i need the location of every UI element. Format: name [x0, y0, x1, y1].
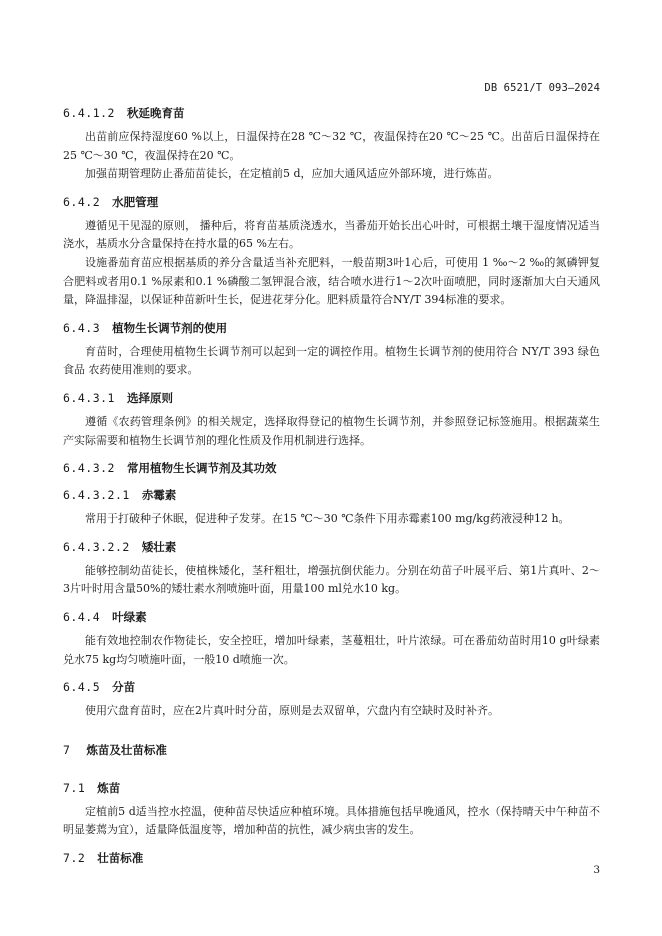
paragraph: 遵循《农药管理条例》的相关规定，选择取得登记的植物生长调节剂，并参照登记标签施用。根据蔬菜生产实际需要和植物生长调节剂的理化性质及作用机制进行选择。 [63, 414, 600, 447]
section-number: 6.4.1.2 [63, 106, 115, 120]
section-heading [63, 389, 600, 407]
section-number: 6.4.3.1 [63, 390, 115, 405]
section-number: 6.4.3.2 [63, 461, 115, 476]
section-title: 壮苗标准 [97, 850, 144, 865]
section-heading [63, 459, 600, 477]
section-title: 赤霉素 [141, 488, 177, 503]
paragraph: 设施番茄育苗应根据基质的养分含量适当补充肥料，一般苗期3叶1心后，可使用 1 ‰～2 ‰的氮磷钾复合肥料或者用0.1 %尿素和0.1 %磷酸二氢钾混合液，结合喷水进行1～2次叶面喷肥，同时逐渐加大白天通风量，降温排湿，以保证种苗新叶生长，促进花芽分化。肥料质量符合NY/T 394标准的要求。 [63, 255, 600, 307]
chapter-number: 7 [63, 742, 71, 757]
chapter-heading [63, 741, 600, 759]
section-heading [63, 779, 600, 797]
section-title: 水肥管理 [112, 194, 159, 209]
section-number: 6.4.5 [63, 680, 101, 695]
document-body [63, 104, 600, 867]
paragraph: 出苗前应保持湿度60 %以上，日温保持在28 ℃～32 ℃，夜温保持在20 ℃～25 ℃。出苗后日温保持在25 ℃～30 ℃，夜温保持在20 ℃。 [63, 130, 600, 162]
section-heading [63, 678, 600, 696]
chapter-title: 炼苗及壮苗标准 [86, 742, 167, 757]
paragraph: 能够控制幼苗徒长，使植株矮化，茎秆粗壮，增强抗倒伏能力。分别在幼苗子叶展平后、第1片真叶、2～3片叶时用含量50%的矮壮素水剂喷施叶面，用量100 ml兑水10 kg。 [63, 563, 600, 596]
section-title: 植物生长调节剂的使用 [112, 320, 228, 335]
section-number: 6.4.4 [63, 609, 101, 624]
section-number: 6.4.3.2.1 [63, 488, 130, 503]
section-title: 炼苗 [97, 780, 121, 795]
header-doc-code: DB 6521/T 093—2024 [484, 82, 600, 94]
section-heading [63, 486, 600, 504]
section-title: 叶绿素 [112, 609, 147, 624]
section-heading [63, 849, 600, 867]
section-heading [63, 538, 600, 556]
section-number: 6.4.2 [63, 194, 101, 209]
page-number: 3 [593, 864, 600, 876]
paragraph: 育苗时，合理使用植物生长调节剂可以起到一定的调控作用。植物生长调节剂的使用符合 NY/T 393 绿色食品 农药使用准则的要求。 [63, 344, 600, 377]
section-title: 常用植物生长调节剂及其功效 [126, 461, 277, 476]
section-title: 分苗 [112, 680, 136, 695]
section-title: 矮壮素 [141, 539, 177, 554]
section-number: 6.4.3 [63, 320, 101, 335]
section-number: 6.4.3.2.2 [63, 539, 130, 554]
paragraph: 加强苗期管理防止番茄苗徒长，在定植前5 d，应加大通风适应外部环境，进行炼苗。 [85, 167, 499, 181]
paragraph: 遵循见干见湿的原则， 播种后，将育苗基质浇透水，当番茄开始长出心叶时，可根据土壤干湿度情况适当浇水，基质水分含量保持在持水量的65 %左右。 [63, 218, 600, 251]
section-title: 秋延晚育苗 [126, 106, 185, 120]
section-heading [63, 319, 600, 337]
section-heading [63, 608, 600, 626]
paragraph: 常用于打破种子休眠，促进种子发芽。在15 ℃～30 ℃条件下用赤霉素100 mg/kg药液浸种12 h。 [85, 512, 570, 526]
section-title: 选择原则 [126, 390, 173, 405]
section-number: 7.1 [63, 780, 86, 795]
section-number: 7.2 [63, 850, 86, 865]
paragraph: 定植前5 d适当控水控温，使种苗尽快适应种植环境。具体措施包括早晚通风，控水（保持晴天中午种苗不明显萎蔫为宜），适量降低温度等，增加种苗的抗性，减少病虫害的发生。 [63, 804, 600, 837]
section-heading [63, 193, 600, 211]
paragraph: 使用穴盘育苗时，应在2片真叶时分苗，原则是去双留单，穴盘内有空缺时及时补齐。 [85, 704, 499, 718]
section-heading [63, 104, 600, 122]
paragraph: 能有效地控制农作物徒长，安全控旺，增加叶绿素，茎蔓粗壮，叶片浓绿。可在番茄幼苗时用10 g叶绿素兑水75 kg均匀喷施叶面，一般10 d喷施一次。 [63, 633, 600, 666]
